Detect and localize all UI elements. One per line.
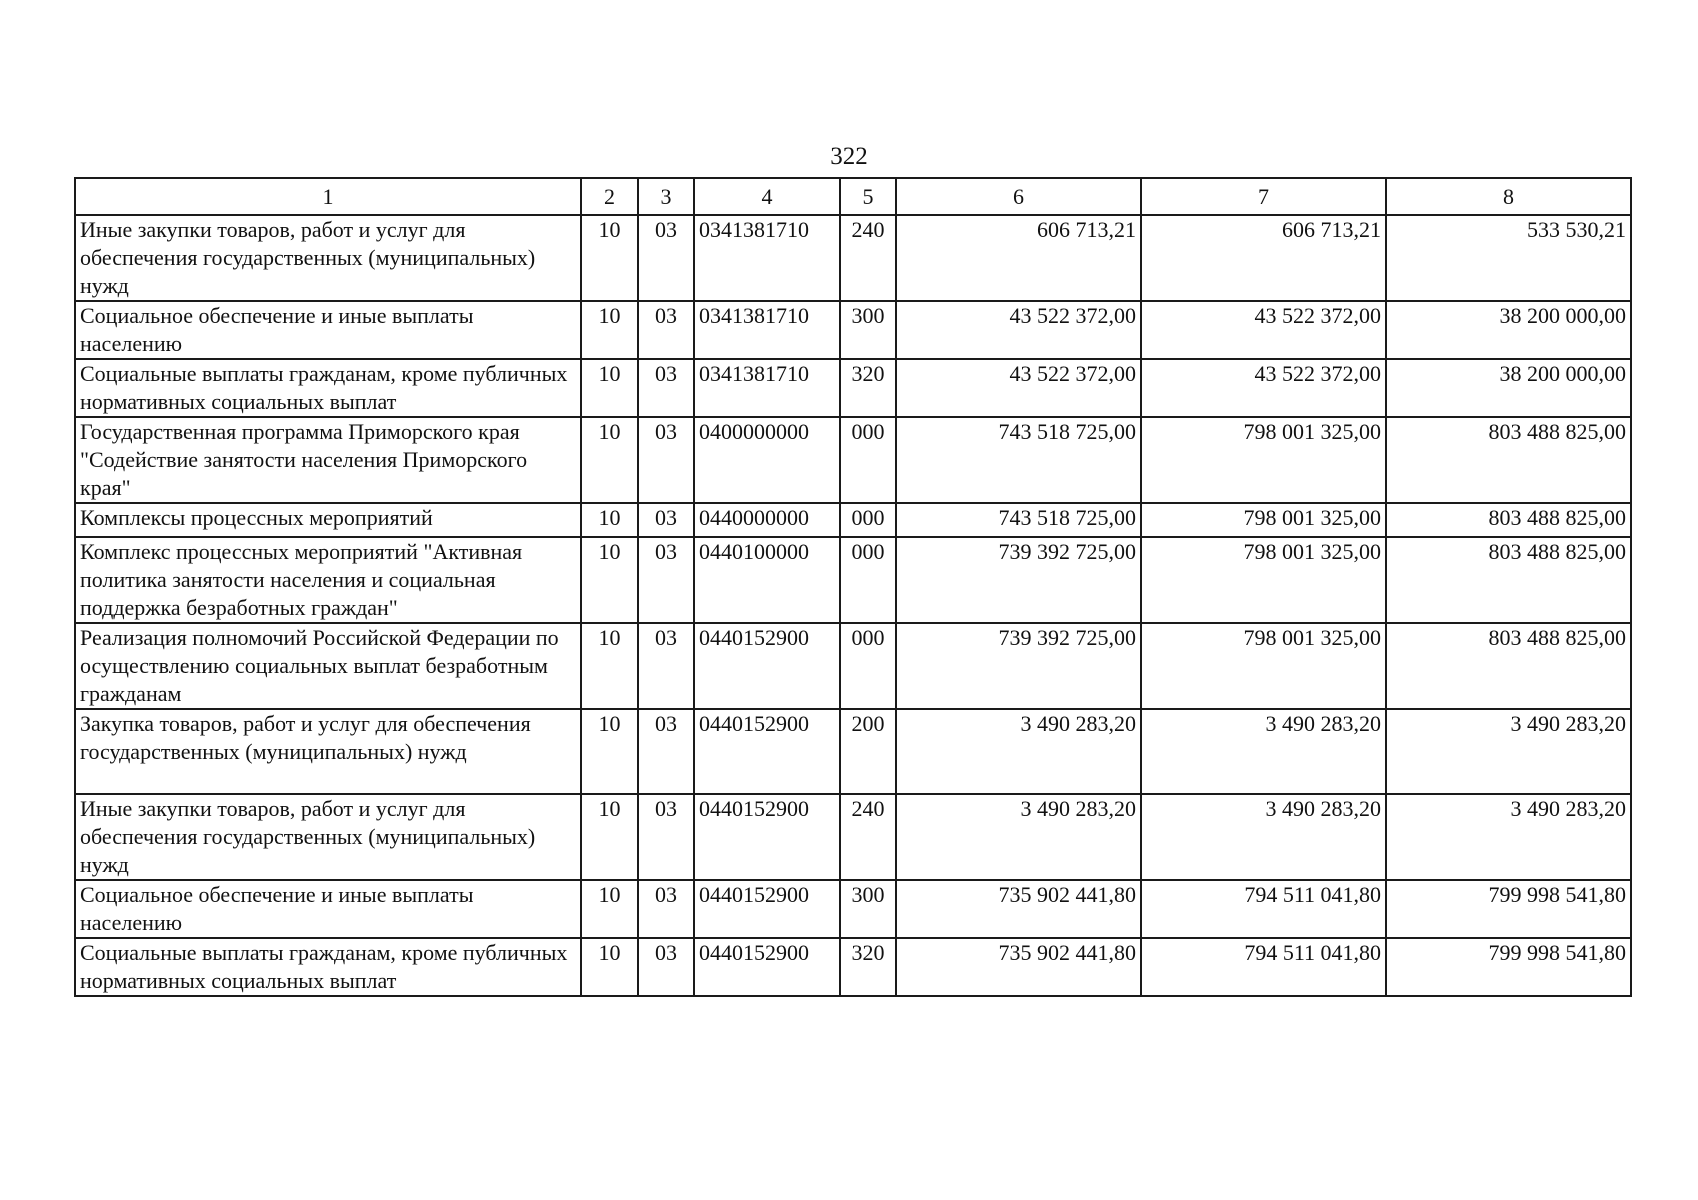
expense-type-code: 240 <box>840 794 896 880</box>
target-article-code: 0440100000 <box>694 537 840 623</box>
column-header: 2 <box>581 178 638 215</box>
expense-type-code: 240 <box>840 215 896 301</box>
column-header: 5 <box>840 178 896 215</box>
amount-year-3: 803 488 825,00 <box>1386 503 1631 537</box>
table-row <box>75 709 1631 794</box>
table-row <box>75 417 1631 503</box>
target-article-code: 0440152900 <box>694 709 840 794</box>
section-code: 10 <box>581 417 638 503</box>
amount-year-3: 803 488 825,00 <box>1386 417 1631 503</box>
amount-year-3: 799 998 541,80 <box>1386 938 1631 996</box>
subsection-code: 03 <box>638 709 694 794</box>
subsection-code: 03 <box>638 301 694 359</box>
subsection-code: 03 <box>638 359 694 417</box>
item-name: Комплекс процессных мероприятий "Активная политика занятости населения и социальная поддержка безработных граждан" <box>75 537 581 623</box>
item-name: Реализация полномочий Российской Федерации по осуществлению социальных выплат безработным гражданам <box>75 623 581 709</box>
subsection-code: 03 <box>638 215 694 301</box>
column-number-row <box>75 178 1631 215</box>
amount-year-2: 798 001 325,00 <box>1141 537 1386 623</box>
amount-year-3: 38 200 000,00 <box>1386 301 1631 359</box>
target-article-code: 0440000000 <box>694 503 840 537</box>
amount-year-1: 735 902 441,80 <box>896 880 1141 938</box>
item-name: Социальное обеспечение и иные выплаты населению <box>75 880 581 938</box>
item-name: Социальные выплаты гражданам, кроме публичных нормативных социальных выплат <box>75 359 581 417</box>
item-name: Социальное обеспечение и иные выплаты населению <box>75 301 581 359</box>
item-name: Закупка товаров, работ и услуг для обеспечения государственных (муниципальных) нужд <box>75 709 581 794</box>
item-name: Иные закупки товаров, работ и услуг для обеспечения государственных (муниципальных) нужд <box>75 794 581 880</box>
expense-type-code: 320 <box>840 938 896 996</box>
amount-year-3: 533 530,21 <box>1386 215 1631 301</box>
target-article-code: 0400000000 <box>694 417 840 503</box>
expense-type-code: 000 <box>840 417 896 503</box>
target-article-code: 0440152900 <box>694 794 840 880</box>
amount-year-2: 798 001 325,00 <box>1141 623 1386 709</box>
section-code: 10 <box>581 938 638 996</box>
amount-year-3: 3 490 283,20 <box>1386 709 1631 794</box>
target-article-code: 0341381710 <box>694 359 840 417</box>
item-name: Государственная программа Приморского края "Содействие занятости населения Приморского края" <box>75 417 581 503</box>
table-row <box>75 215 1631 301</box>
table-row <box>75 794 1631 880</box>
column-header: 7 <box>1141 178 1386 215</box>
table-row <box>75 623 1631 709</box>
expense-type-code: 000 <box>840 503 896 537</box>
amount-year-1: 606 713,21 <box>896 215 1141 301</box>
amount-year-2: 3 490 283,20 <box>1141 709 1386 794</box>
column-header: 8 <box>1386 178 1631 215</box>
section-code: 10 <box>581 880 638 938</box>
column-header: 6 <box>896 178 1141 215</box>
amount-year-1: 3 490 283,20 <box>896 794 1141 880</box>
subsection-code: 03 <box>638 880 694 938</box>
column-header: 1 <box>75 178 581 215</box>
amount-year-3: 3 490 283,20 <box>1386 794 1631 880</box>
amount-year-2: 794 511 041,80 <box>1141 880 1386 938</box>
table-row <box>75 938 1631 996</box>
amount-year-3: 803 488 825,00 <box>1386 537 1631 623</box>
amount-year-2: 798 001 325,00 <box>1141 417 1386 503</box>
target-article-code: 0341381710 <box>694 301 840 359</box>
target-article-code: 0440152900 <box>694 938 840 996</box>
amount-year-2: 43 522 372,00 <box>1141 359 1386 417</box>
section-code: 10 <box>581 503 638 537</box>
column-header: 3 <box>638 178 694 215</box>
column-header: 4 <box>694 178 840 215</box>
expense-type-code: 300 <box>840 301 896 359</box>
amount-year-3: 803 488 825,00 <box>1386 623 1631 709</box>
amount-year-1: 3 490 283,20 <box>896 709 1141 794</box>
item-name: Социальные выплаты гражданам, кроме публичных нормативных социальных выплат <box>75 938 581 996</box>
section-code: 10 <box>581 709 638 794</box>
amount-year-2: 43 522 372,00 <box>1141 301 1386 359</box>
amount-year-1: 743 518 725,00 <box>896 503 1141 537</box>
section-code: 10 <box>581 359 638 417</box>
expense-type-code: 320 <box>840 359 896 417</box>
section-code: 10 <box>581 301 638 359</box>
page-number: 322 <box>830 143 868 170</box>
table-row <box>75 880 1631 938</box>
section-code: 10 <box>581 794 638 880</box>
table-row <box>75 359 1631 417</box>
expense-type-code: 000 <box>840 537 896 623</box>
section-code: 10 <box>581 623 638 709</box>
amount-year-2: 794 511 041,80 <box>1141 938 1386 996</box>
section-code: 10 <box>581 537 638 623</box>
amount-year-2: 3 490 283,20 <box>1141 794 1386 880</box>
amount-year-2: 798 001 325,00 <box>1141 503 1386 537</box>
amount-year-1: 43 522 372,00 <box>896 359 1141 417</box>
budget-table <box>74 177 1632 997</box>
expense-type-code: 200 <box>840 709 896 794</box>
amount-year-1: 743 518 725,00 <box>896 417 1141 503</box>
table-row <box>75 537 1631 623</box>
subsection-code: 03 <box>638 794 694 880</box>
table-row <box>75 301 1631 359</box>
target-article-code: 0440152900 <box>694 880 840 938</box>
expense-type-code: 000 <box>840 623 896 709</box>
amount-year-1: 735 902 441,80 <box>896 938 1141 996</box>
amount-year-2: 606 713,21 <box>1141 215 1386 301</box>
amount-year-1: 43 522 372,00 <box>896 301 1141 359</box>
amount-year-3: 38 200 000,00 <box>1386 359 1631 417</box>
subsection-code: 03 <box>638 503 694 537</box>
expense-type-code: 300 <box>840 880 896 938</box>
subsection-code: 03 <box>638 938 694 996</box>
table-row <box>75 503 1631 537</box>
amount-year-3: 799 998 541,80 <box>1386 880 1631 938</box>
item-name: Комплексы процессных мероприятий <box>75 503 581 537</box>
target-article-code: 0341381710 <box>694 215 840 301</box>
amount-year-1: 739 392 725,00 <box>896 537 1141 623</box>
subsection-code: 03 <box>638 537 694 623</box>
target-article-code: 0440152900 <box>694 623 840 709</box>
subsection-code: 03 <box>638 623 694 709</box>
section-code: 10 <box>581 215 638 301</box>
amount-year-1: 739 392 725,00 <box>896 623 1141 709</box>
subsection-code: 03 <box>638 417 694 503</box>
item-name: Иные закупки товаров, работ и услуг для обеспечения государственных (муниципальных) нужд <box>75 215 581 301</box>
